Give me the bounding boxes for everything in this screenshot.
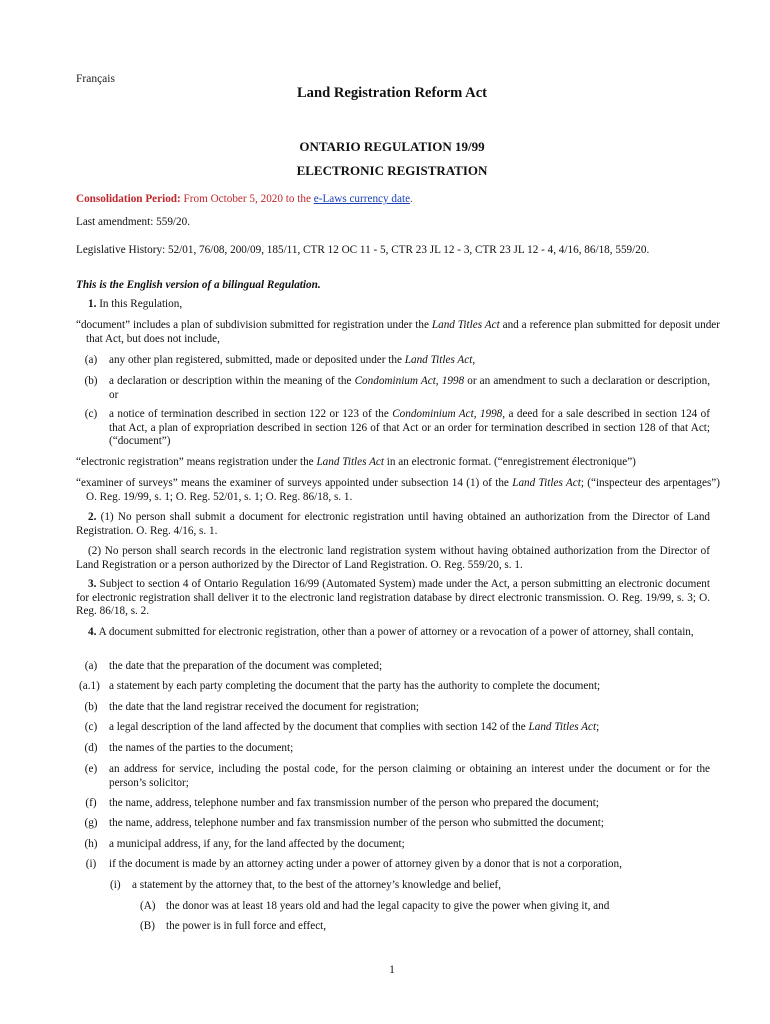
list-item: (a) the date that the preparation of the document was completed; xyxy=(84,660,383,672)
sub-item: (i) a statement by the attorney that, to the best of the attorney’s knowledge and belief, xyxy=(110,879,502,891)
language-link[interactable]: Français xyxy=(76,73,115,85)
list-item: (f) the name, address, telephone number and fax transmission number of the person who prepared the document; xyxy=(85,797,599,809)
section-4-intro: 4. A document submitted for electronic registration, other than a power of attorney or a revocation of a power of attorney, shall contain, xyxy=(88,626,694,638)
definition-examiner-of-surveys: “examiner of surveys” means the examiner of surveys appointed under subsection 14 (1) of the Land Titles Act; (“inspecteur des arpentages”) O. Reg. 19/99, s. 1; O. Reg. 52/01, s. 1; O. Reg. 86/18, s. 1. xyxy=(76,477,720,503)
list-item: (d) the names of the parties to the document; xyxy=(84,742,294,754)
legislative-history: Legislative History: 52/01, 76/08, 200/09, 185/11, CTR 12 OC 11 - 5, CTR 23 JL 12 - 3, CTR 23 JL 12 - 4, 4/16, 86/18, 559/20. xyxy=(76,244,650,256)
list-item: (c) a legal description of the land affected by the document that complies with section 142 of the Land Titles Act; xyxy=(84,721,600,733)
list-item: (b) a declaration or description within the meaning of the Condominium Act, 1998 or an amendment to such a declaration or description, or xyxy=(84,375,710,401)
consolidation-end: . xyxy=(410,193,413,205)
english-version-note: This is the English version of a bilingual Regulation. xyxy=(76,279,321,291)
regulation-name: ELECTRONIC REGISTRATION xyxy=(296,163,488,178)
act-title: Land Registration Reform Act xyxy=(296,85,488,101)
list-item: (c) a notice of termination described in section 122 or 123 of the Condominium Act, 1998, a deed for a sale described in section 124 of that Act, a plan of expropriation described in section 126 of that Act or an order for termination described in section 128 of that Act; (“document”) xyxy=(84,408,710,448)
list-item: (i) if the document is made by an attorney acting under a power of attorney given by a donor that is not a corporation, xyxy=(85,858,622,870)
section-2-p1: 2. (1) No person shall submit a document for electronic registration until having obtained an authorization from the Director of Land Registration. O. Reg. 4/16, s. 1. xyxy=(76,511,711,537)
definition-electronic-registration: “electronic registration” means registration under the Land Titles Act in an electronic format. (“enregistrement électronique”) xyxy=(76,456,636,468)
consolidation-period xyxy=(76,193,710,207)
page-number: 1 xyxy=(389,964,395,976)
section-3: 3. Subject to section 4 of Ontario Regulation 16/99 (Automated System) made under the Act, a person submitting an electronic document for electronic registration shall deliver it to the electronic land registration database by direct electronic transmission. O. Reg. 19/99, s. 3; O. Reg. 86/18, s. 2. xyxy=(76,578,710,618)
last-amendment: Last amendment: 559/20. xyxy=(76,216,191,228)
sub-sub-item: (B) the power is in full force and effect, xyxy=(140,920,327,932)
list-item: (a) any other plan registered, submitted, made or deposited under the Land Titles Act, xyxy=(84,354,476,366)
list-item: (h) a municipal address, if any, for the land affected by the document; xyxy=(84,838,405,850)
list-item: (e) an address for service, including the postal code, for the person claiming or obtaining an interest under the document or for the person’s solicitor; xyxy=(84,763,710,789)
list-item: (g) the name, address, telephone number and fax transmission number of the person who submitted the document; xyxy=(84,817,604,829)
consolidation-text: From October 5, 2020 to the xyxy=(183,193,311,205)
section-1-intro-text: In this Regulation, xyxy=(99,298,183,310)
consolidation-label: Consolidation Period: xyxy=(76,193,181,205)
regulation-number: ONTARIO REGULATION 19/99 xyxy=(299,139,485,154)
section-1-number: 1. xyxy=(88,298,97,310)
sub-sub-item: (A) the donor was at least 18 years old and had the legal capacity to give the power when giving it, and xyxy=(140,900,610,912)
section-2-p2: (2) No person shall search records in the electronic land registration system without having obtained authorization from the Director of Land Registration or a person authorized by the Director of Land Registration. O. Reg. 559/20, s. 1. xyxy=(76,545,710,571)
definition-document: “document” includes a plan of subdivision submitted for registration under the Land Titles Act and a reference plan submitted for deposit under that Act, but does not include, xyxy=(76,319,720,345)
list-item: (a.1) a statement by each party completing the document that the party has the authority to complete the document; xyxy=(79,680,601,692)
list-item: (b) the date that the land registrar received the document for registration; xyxy=(84,701,420,713)
currency-date-link[interactable]: e-Laws currency date xyxy=(313,193,411,205)
section-1-intro xyxy=(76,298,710,312)
